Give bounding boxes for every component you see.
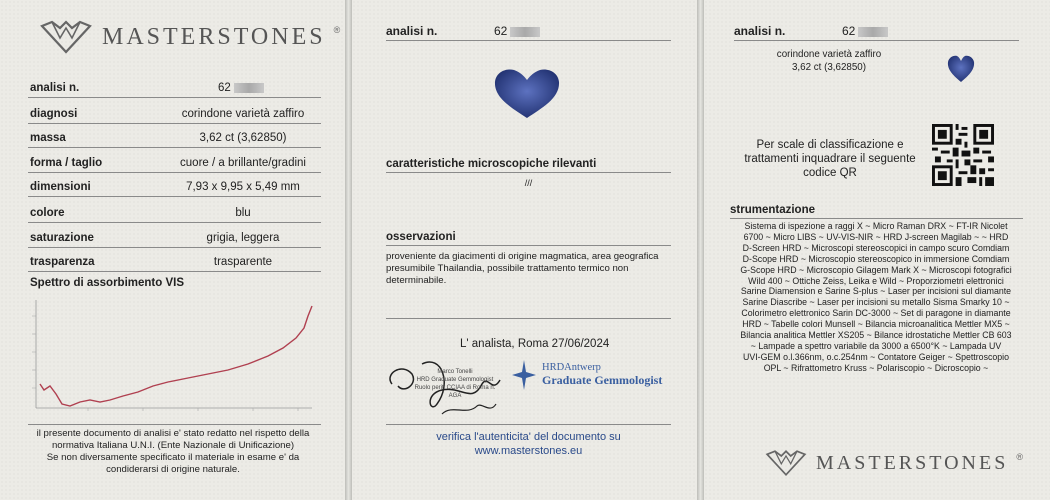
verify-text: verifica l'autenticita' del documento su <box>436 431 621 443</box>
brand-name: MASTERSTONES <box>102 23 326 50</box>
obs-title: osservazioni <box>386 231 456 243</box>
analysis-label: analisi n. <box>386 24 438 38</box>
divider <box>28 424 321 425</box>
row-trasparenza <box>28 250 321 272</box>
row-dimensioni <box>28 175 321 197</box>
row-massa <box>28 126 321 148</box>
fold-crease <box>345 0 352 500</box>
sapphire-thumbnail <box>946 54 976 84</box>
masterstones-logo-icon <box>38 18 94 56</box>
row-label: forma / taglio <box>30 157 103 169</box>
analysis-value: 62 <box>494 24 508 38</box>
brand-registered: ® <box>1016 452 1023 462</box>
row-colore <box>28 201 321 223</box>
hrd-line2: Graduate Gemmologist <box>542 373 663 387</box>
row-value: blu <box>235 207 251 219</box>
row-value: cuore / a brillante/gradini <box>180 157 306 169</box>
masterstones-logo-icon <box>764 448 808 478</box>
row-value: grigia, leggera <box>206 232 280 244</box>
spectrum-title: Spettro di assorbimento VIS <box>30 277 184 289</box>
brand-name: MASTERSTONES <box>816 451 1009 474</box>
middle-panel <box>352 0 697 500</box>
row-value: corindone varietà zaffiro <box>181 108 305 120</box>
mass-text: 3,62 ct (3,62850) <box>791 62 867 73</box>
brand-header <box>38 18 340 56</box>
star-icon <box>512 360 536 390</box>
row-label: saturazione <box>30 232 94 244</box>
row-label: analisi n. <box>30 82 80 94</box>
redacted-number <box>234 83 264 93</box>
micro-value: /// <box>524 178 533 188</box>
analyst-line: L' analista, Roma 27/06/2024 <box>460 338 610 350</box>
brand-footer <box>764 448 1023 478</box>
micro-title: caratteristiche microscopiche rilevanti <box>386 158 597 170</box>
signature-stamp: Marco Tonelli HRD Graduate Gemmologist Ruolo periti CCIAA di Roma n. AGA <box>382 354 512 424</box>
qr-instructions: Per scale di classificazione e trattamenti inquadrare il seguente codice QR <box>744 139 916 179</box>
normative-footer: il presente documento di analisi e' stato redatto nel rispetto della normativa Italiana U.N.I. (Ente Nazionale di Unificazione) Se non diversamente specificato il materiale in esame e' da condiderarsi di origine naturale. <box>36 428 310 475</box>
redacted-number <box>858 27 888 37</box>
hrd-badge <box>512 360 662 390</box>
absorption-spectrum-plot <box>28 296 320 418</box>
right-panel <box>704 0 1050 500</box>
redacted-number <box>510 27 540 37</box>
verify-block <box>386 430 671 458</box>
observations-text: proveniente da giacimenti di origine magmatica, area geografica presumibile Thailandia, possibile trattamento termico non determinabile. <box>386 251 659 286</box>
row-analisi <box>28 76 321 98</box>
hrd-line1: HRDAntwerp <box>542 362 601 373</box>
row-value: 62 <box>218 82 231 94</box>
row-diagnosi <box>28 102 321 124</box>
left-panel <box>0 0 345 500</box>
brand-registered: ® <box>333 25 341 35</box>
row-forma <box>28 151 321 173</box>
row-value: 3,62 ct (3,62850) <box>199 132 287 144</box>
row-label: diagnosi <box>30 108 78 120</box>
analysis-value: 62 <box>842 24 856 38</box>
qr-code-icon[interactable] <box>932 124 994 186</box>
verify-url[interactable]: www.masterstones.eu <box>474 445 583 457</box>
fold-crease <box>697 0 704 500</box>
row-label: massa <box>30 132 66 144</box>
row-label: trasparenza <box>30 256 95 268</box>
instrumentation-list: Sistema di ispezione a raggi X ~ Micro Raman DRX ~ FT-IR Nicolet 6700 ~ Micro LIBS ~ UV-VIS-NIR ~ HRD J-screen Magilab ~ ~ HRD D-Screen HRD ~ Microscopi stereoscopici in campo scuro Comdiam D-Scope HRD ~ Microscopio stereoscopico in immersione Comdiam G-Scope HRD ~ Microscopio Gilagem Mark X ~ Microscopi fotografici Wild 400 ~ Ottiche Zeiss, Leika e Wild ~ Proporziometri elettronici Sarine Diamension e Sarine S-plus ~ Laser per incisioni sul diamante Sarine Diascribe ~ Laser per incisioni su metallo Sisma Smarky 10 ~ Colorimetro elettronico Sarin DC-3000 ~ Set di paragone in diamante HRD ~ Tabelle colori Munsell ~ Bilancia microanalitica Mettler MX5 ~ Bilancia analitica Mettler XS205 ~ Bilance idrostatiche Mettler CB 603 ~ Lampade a spettro variabile da 3000 a 6500°K ~ Lampada UV UVI-GEM o.l.366nm, o.c.254nm ~ Contatore Geiger ~ Spettroscopio OPL ~ Rifrattometro Kruss ~ Polariscopio ~ Dicroscopio ~ <box>740 221 1012 373</box>
sapphire-gem-image <box>492 68 562 120</box>
instr-title: strumentazione <box>730 204 815 216</box>
analysis-label: analisi n. <box>734 24 786 38</box>
row-value: trasparente <box>213 256 273 268</box>
row-label: colore <box>30 207 65 219</box>
row-saturazione <box>28 226 321 248</box>
row-value: 7,93 x 9,95 x 5,49 mm <box>186 181 300 193</box>
row-label: dimensioni <box>30 181 91 193</box>
variety-text: corindone varietà zaffiro <box>776 49 882 60</box>
